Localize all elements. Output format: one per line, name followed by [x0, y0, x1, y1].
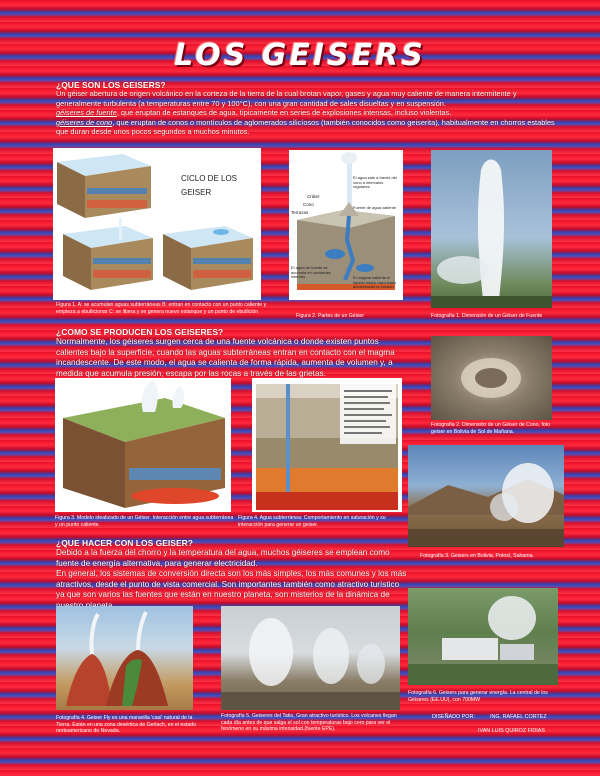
- cone-geyser-text: , que eruptan de conos o montículos de aglomerados silicíosos (también conocidos como geiserita), habitualmente en chorros estables que duran desde unos pocos segundos a muchos minutos.: [56, 117, 555, 137]
- credits-author-2: IVAN LUIS QUIROZ FIDIAS: [478, 728, 545, 734]
- section-heading-what: ¿QUE SON LOS GEISERS?: [56, 80, 166, 90]
- cycle-diagram-label: CICLO DE LOS GEISER: [181, 174, 238, 197]
- cycle-block-c: [163, 226, 253, 290]
- fly-geyser-photo: [56, 606, 193, 710]
- bolivia-geysers-photo: [408, 445, 564, 547]
- definition-paragraph: Un géiser abertura de origen volcánico en la corteza de la tierra de la cual brotan vapor, gases y agua muy caliente de manera intermitente y generalmente turbulenta (a temperaturas entre 70 y 100°C), con una gran cantidad de sales disueltas y en suspensión.: [56, 89, 517, 108]
- figure2-caption: Figura 2. Partes de un Géiser: [296, 313, 365, 319]
- power-plant-photo: [408, 588, 558, 685]
- groundwater-diagram: [252, 378, 402, 512]
- cycle-block-a: [57, 154, 151, 218]
- figure1-caption: Figura 1. A: se acumulan aguas subterráneas B: entran en contacto con un punto caliente y empieza a ebullicionar C: se libera y se genera nuevo estanque y un punto de ebullición: [56, 302, 267, 315]
- section-text-how: Normalmente, los géiseres surgen cerca de una fuente volcánica o donde existen puntos calientes bajo la superficie, cuando las aguas subterráneas entran en contacto con el magma incandescente. De este modo, el agua se calienta de forma rápida, aumenta de volumen y, a medida que acumula presión, escapa por las rocas a través de las grietas.: [56, 337, 395, 378]
- credits-label: DISEÑADO POR:: [432, 714, 475, 720]
- credits-author-1: ING. RAFAEL CORTEZ: [490, 714, 547, 720]
- geyser-cycle-diagram: [53, 148, 261, 300]
- tatio-geysers-photo: [221, 606, 400, 710]
- figure4-caption: Figura 4. Agua subterránea: Comportamiento en saturación y su interacción para generar un geiser.: [238, 515, 386, 528]
- figure3-caption: Figura 3. Modelo idealizado de un Géiser. Interacción entre agua subterránea y un punto caliente.: [55, 515, 234, 528]
- label-magma-heat: El magma calienta el líquido hasta vaporizarlo aumentando la presión: [353, 275, 397, 290]
- label-terraces: Terrazas: [291, 210, 309, 215]
- geyser-parts-diagram: [289, 150, 403, 300]
- cycle-block-b: [63, 218, 153, 290]
- cone-geyser-link[interactable]: géiseres de cono: [56, 117, 113, 127]
- photo1-caption: Fotografía 1. Dimensión de un Géiser de Fuente: [431, 313, 543, 319]
- section-text-what: [56, 89, 556, 137]
- fountain-geyser-link[interactable]: géiseres de fuente: [56, 108, 117, 118]
- cone-geyser-photo: [431, 336, 552, 420]
- photo3-caption: Fotografía 3. Geisers en Bolivia, Potosí, Sahama.: [420, 553, 534, 559]
- fountain-geyser-photo: [431, 150, 552, 308]
- photo2-caption: Fotografía 2. Dimensión de un Géiser de Cono, foto geiser en Bolivia de Sol de Mañana.: [431, 422, 551, 435]
- photo4-caption: Fotografía 4. Geiser Fly es una maravilla 'casi' natural de la Tierra. Están en una zona desértica de Gerlach, en el estado norteamericano de Nevada.: [56, 715, 196, 735]
- section-heading-uses: ¿QUE HACER CON LOS GEISER?: [56, 538, 193, 548]
- photo5-caption: Fotografía 5. Geiseres del Tatio, Gran atractivo turístico. Los volcanes llegan cada día antes de que salga el sol con temperaturas bajo cero para ver el fenómeno en su máxima intensidad.(fuente EPE).: [221, 713, 397, 733]
- uses-paragraph-1: Debido a la fuerza del chorro y la temperatura del agua, muchos géiseres se emplean como fuente de energía alternativa, para generar electricidad.: [56, 548, 390, 568]
- page-title: LOS GEISERS: [174, 38, 426, 73]
- label-internal-cavities: El agua de fuente se acumula en cavidades internas: [291, 265, 331, 280]
- uses-paragraph-2: En general, los sistemas de conversión directa son los más simples, los más comunes y los más atractivos, desde el punto de vista comercial. Son importantes también como atractivo turístico ya que son varios las fuentes que están en nuestro planeta, son misterios de la dinámica de: [56, 569, 407, 600]
- label-cone-outflow: El agua sale a través del cono a intervalos regulares: [353, 175, 397, 190]
- fountain-geyser-text: , que eruptan de estanques de agua, típicamente en series de explosiones intensas, incluso violentas.: [116, 108, 452, 118]
- label-cone: Cono: [303, 202, 314, 207]
- section-text-uses: [56, 548, 408, 612]
- label-hot-water-source: Fuente de agua caliente: [353, 205, 396, 210]
- label-crater: Cráter: [307, 194, 320, 199]
- section-heading-how: ¿COMO SE PRODUCEN LOS GEISERES?: [56, 327, 224, 337]
- geyser-model-diagram: [55, 378, 231, 512]
- photo6-caption: Fotografía 6. Geisers para generar energía. La central de los Géiseres (EE.UU), con 700MW: [408, 690, 548, 703]
